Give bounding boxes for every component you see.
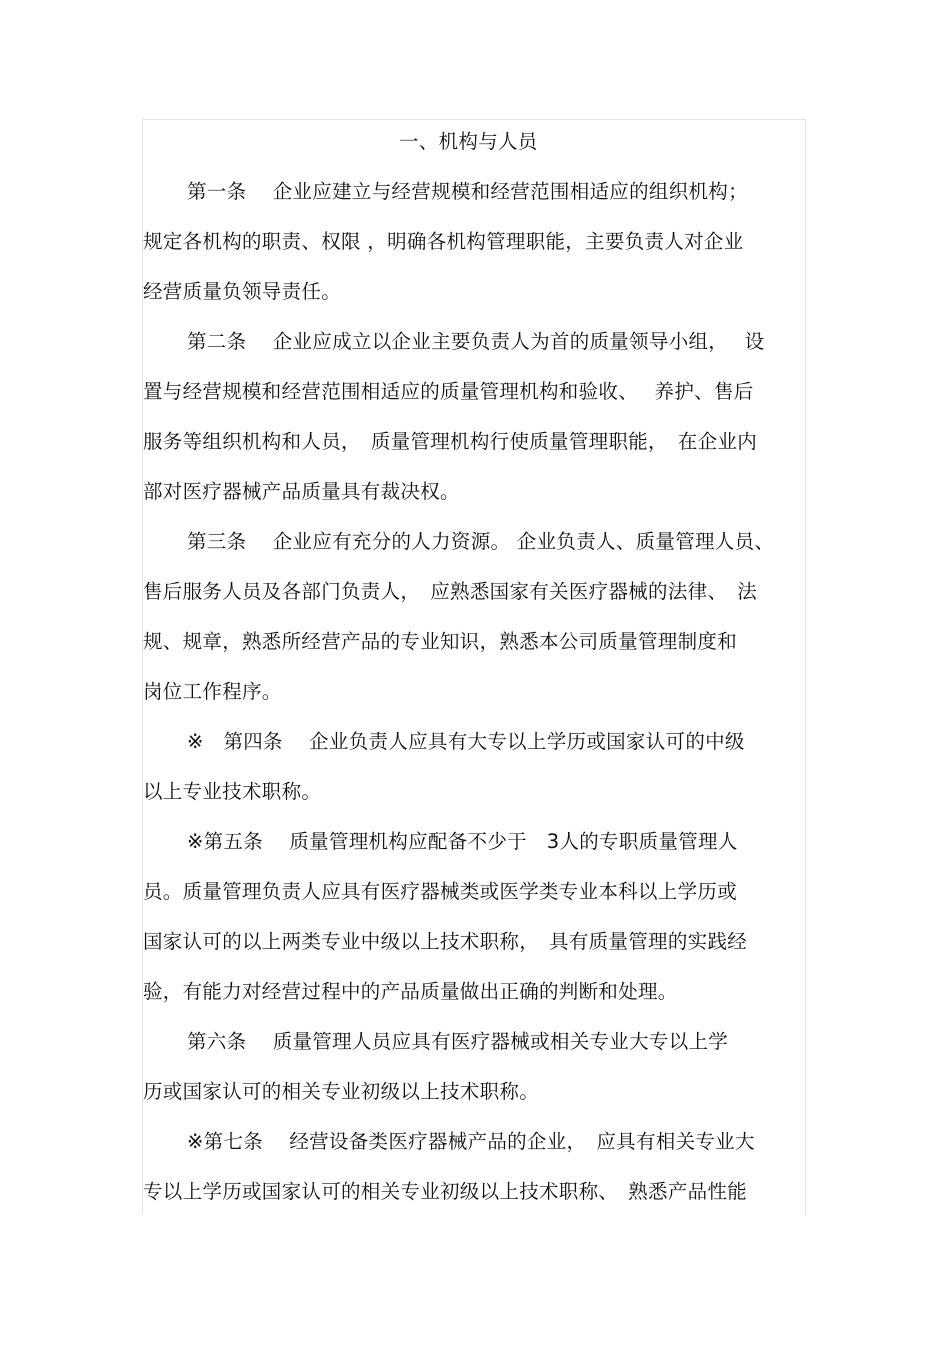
text-line-18: 第六条 质量管理人员应具有医疗器械或相关专业大专以上学 [187,1030,729,1053]
text-line-1: 第一条 企业应建立与经营规模和经营范围相适应的组织机构； [187,180,748,203]
text-line-2: 规定各机构的职责、权限 ，明确各机构管理职能，主要负责人对企业 [143,230,744,253]
text-line-9: 售后服务人员及各部门负责人， 应熟悉国家有关医疗器械的法律、 法 [143,580,758,603]
text-line-14: ※第五条 质量管理机构应配备不少于 3人的专职质量管理人 [187,830,738,853]
text-line-4: 第二条 企业应成立以企业主要负责人为首的质量领导小组， 设 [187,330,765,353]
text-line-6: 服务等组织机构和人员， 质量管理机构行使质量管理职能， 在企业内 [143,430,758,453]
text-line-7: 部对医疗器械产品质量具有裁决权。 [143,480,460,503]
text-line-8: 第三条 企业应有充分的人力资源。 企业负责人、质量管理人员、 [187,530,775,553]
text-line-12: ※ 第四条 企业负责人应具有大专以上学历或国家认可的中级 [187,730,745,753]
text-line-10: 规、规章，熟悉所经营产品的专业知识，熟悉本公司质量管理制度和 [143,630,738,653]
text-line-19: 历或国家认可的相关专业初级以上技术职称。 [143,1080,540,1103]
text-line-5: 置与经营规模和经营范围相适应的质量管理机构和验收、 养护、售后 [143,380,754,403]
text-line-17: 验，有能力对经营过程中的产品质量做出正确的判断和处理。 [143,980,678,1003]
text-line-16: 国家认可的以上两类专业中级以上技术职称， 具有质量管理的实践经 [143,930,748,953]
text-line-20: ※第七条 经营设备类医疗器械产品的企业， 应具有相关专业大 [187,1130,755,1153]
section-heading: 一、机构与人员 [399,130,538,153]
text-line-3: 经营质量负领导责任。 [143,280,342,303]
text-line-11: 岗位工作程序。 [143,680,282,703]
text-line-13: 以上专业技术职称。 [143,780,322,803]
text-line-21: 专以上学历或国家认可的相关专业初级以上技术职称、 熟悉产品性能 [143,1180,748,1203]
text-line-15: 员。质量管理负责人应具有医疗器械类或医学类专业本科以上学历或 [143,880,738,903]
